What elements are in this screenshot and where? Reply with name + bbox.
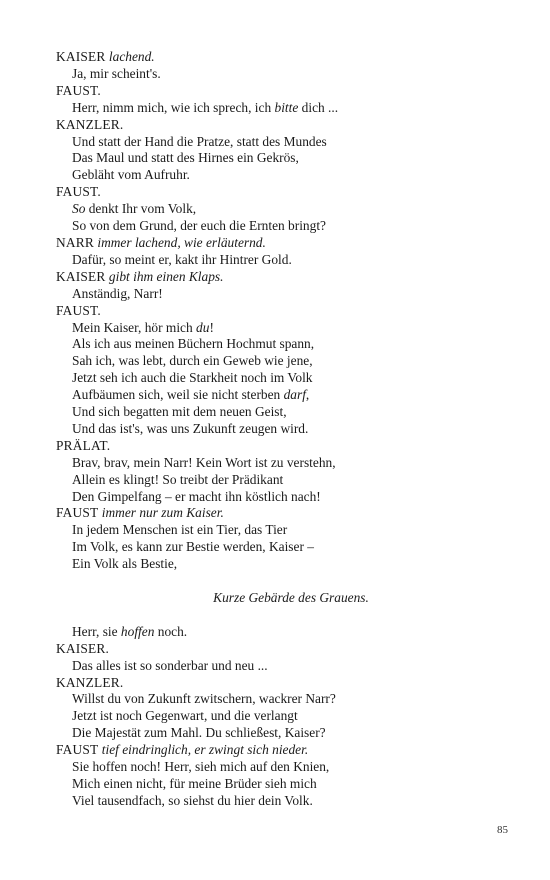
verse-line (56, 150, 496, 167)
verse-text: Die Majestät zum Mahl. Du schließest, Kaiser? (72, 725, 326, 741)
speaker-line (56, 438, 496, 455)
verse-text: Allein es klingt! So treibt der Prädikant (72, 471, 284, 487)
verse-line (56, 725, 496, 742)
speaker-name: KANZLER. (56, 674, 124, 690)
verse-text: In jedem Menschen ist ein Tier, das Tier (72, 522, 288, 538)
speaker-name: KANZLER. (56, 116, 124, 132)
emphasis-text: du (196, 319, 210, 335)
verse-text: Mein Kaiser, hör mich (72, 319, 197, 335)
verse-text: denkt Ihr vom Volk, (85, 201, 197, 217)
verse-line (56, 134, 496, 151)
verse-line (56, 252, 496, 269)
verse-line (56, 522, 496, 539)
speaker-line (56, 303, 496, 320)
page-number: 85 (497, 824, 508, 836)
verse-text: So von dem Grund, der euch die Ernten bringt? (72, 218, 326, 234)
verse-text: Und statt der Hand die Pratze, statt des Mundes (72, 133, 327, 149)
verse-line (56, 708, 496, 725)
verse-text: Und sich begatten mit dem neuen Geist, (72, 404, 287, 420)
speaker-line (56, 83, 496, 100)
stage-direction: gibt ihm einen Klaps. (108, 268, 224, 284)
verse-text: Den Gimpelfang – er macht ihn köstlich nach! (72, 488, 321, 504)
verse-line (56, 387, 496, 404)
speaker-line (56, 641, 496, 658)
verse-line (56, 336, 496, 353)
verse-line (56, 201, 496, 218)
stage-direction-centered: Kurze Gebärde des Grauens. (213, 589, 369, 605)
speaker-name: KAISER (56, 268, 106, 284)
speaker-name: PRÄLAT. (56, 437, 111, 453)
stage-direction: immer lachend, wie erläuternd. (97, 234, 266, 250)
speaker-name: KAISER (56, 49, 106, 64)
verse-text: Gebläht vom Aufruhr. (72, 167, 190, 183)
speaker-line (56, 235, 496, 252)
emphasis-text: hoffen (120, 623, 155, 639)
verse-text: Herr, nimm mich, wie ich sprech, ich (72, 99, 275, 115)
verse-text: Willst du von Zukunft zwitschern, wackrer Narr? (72, 691, 336, 707)
speaker-line (56, 184, 496, 201)
verse-text: Das alles ist so sonderbar und neu ... (72, 657, 268, 673)
verse-text: Und das ist's, was uns Zukunft zeugen wird. (72, 420, 309, 436)
blank-line (56, 573, 496, 590)
blank-line (56, 607, 496, 624)
verse-line (56, 167, 496, 184)
verse-line (56, 793, 496, 810)
verse-line (56, 658, 496, 675)
verse-line (56, 759, 496, 776)
speaker-name: KAISER. (56, 640, 110, 656)
verse-line (56, 539, 496, 556)
play-text (56, 49, 496, 810)
speaker-name: FAUST (56, 505, 99, 521)
speaker-name: FAUST. (56, 184, 101, 200)
speaker-name: FAUST (56, 742, 99, 758)
verse-text: Anständig, Narr! (72, 285, 163, 301)
verse-line (56, 556, 496, 573)
verse-line (56, 100, 496, 117)
verse-line (56, 472, 496, 489)
verse-text: Das Maul und statt des Hirnes ein Gekrös, (72, 150, 299, 166)
stage-direction: lachend. (108, 49, 155, 64)
verse-line (56, 624, 496, 641)
verse-text: Herr, sie (72, 623, 121, 639)
speaker-line (56, 49, 496, 66)
speaker-name: FAUST. (56, 302, 101, 318)
verse-text: Jetzt seh ich auch die Starkheit noch im Volk (72, 370, 313, 386)
verse-line (56, 776, 496, 793)
verse-text: noch. (154, 623, 188, 639)
verse-line (56, 353, 496, 370)
verse-text: Als ich aus meinen Büchern Hochmut spann, (72, 336, 315, 352)
verse-text: dich ... (298, 99, 339, 115)
emphasis-text: bitte (274, 99, 299, 115)
verse-line (56, 218, 496, 235)
verse-text: Sie hoffen noch! Herr, sieh mich auf den Knien, (72, 759, 330, 775)
stage-direction: immer nur zum Kaiser. (101, 505, 224, 521)
verse-text: Im Volk, es kann zur Bestie werden, Kaiser – (72, 539, 314, 555)
verse-text: Ein Volk als Bestie, (72, 556, 178, 572)
speaker-line (56, 269, 496, 286)
verse-line (56, 404, 496, 421)
verse-text: ! (209, 319, 214, 335)
verse-text: Dafür, so meint er, kakt ihr Hintrer Gold. (72, 251, 292, 267)
verse-line (56, 320, 496, 337)
verse-line (56, 489, 496, 506)
stage-direction: tief eindringlich, er zwingt sich nieder. (101, 742, 309, 758)
speaker-line (56, 675, 496, 692)
verse-line (56, 455, 496, 472)
speaker-name: NARR (56, 234, 95, 250)
speaker-line (56, 505, 496, 522)
emphasis-text: darf (283, 387, 306, 403)
verse-line (56, 286, 496, 303)
verse-line (56, 66, 496, 83)
emphasis-text: So (72, 201, 86, 217)
verse-text: Mich einen nicht, für meine Brüder sieh mich (72, 775, 317, 791)
speaker-line (56, 117, 496, 134)
verse-line (56, 370, 496, 387)
verse-text: Jetzt ist noch Gegenwart, und die verlangt (72, 708, 298, 724)
verse-text: Ja, mir scheint's. (72, 65, 161, 81)
verse-text: Aufbäumen sich, weil sie nicht sterben (72, 387, 284, 403)
verse-line (56, 691, 496, 708)
speaker-name: FAUST. (56, 82, 101, 98)
speaker-line (56, 742, 496, 759)
verse-line (56, 421, 496, 438)
verse-text: Viel tausendfach, so siehst du hier dein Volk. (72, 792, 313, 808)
verse-text: Sah ich, was lebt, durch ein Geweb wie jene, (72, 353, 313, 369)
verse-text: , (305, 387, 310, 403)
verse-text: Brav, brav, mein Narr! Kein Wort ist zu verstehn, (72, 454, 336, 470)
